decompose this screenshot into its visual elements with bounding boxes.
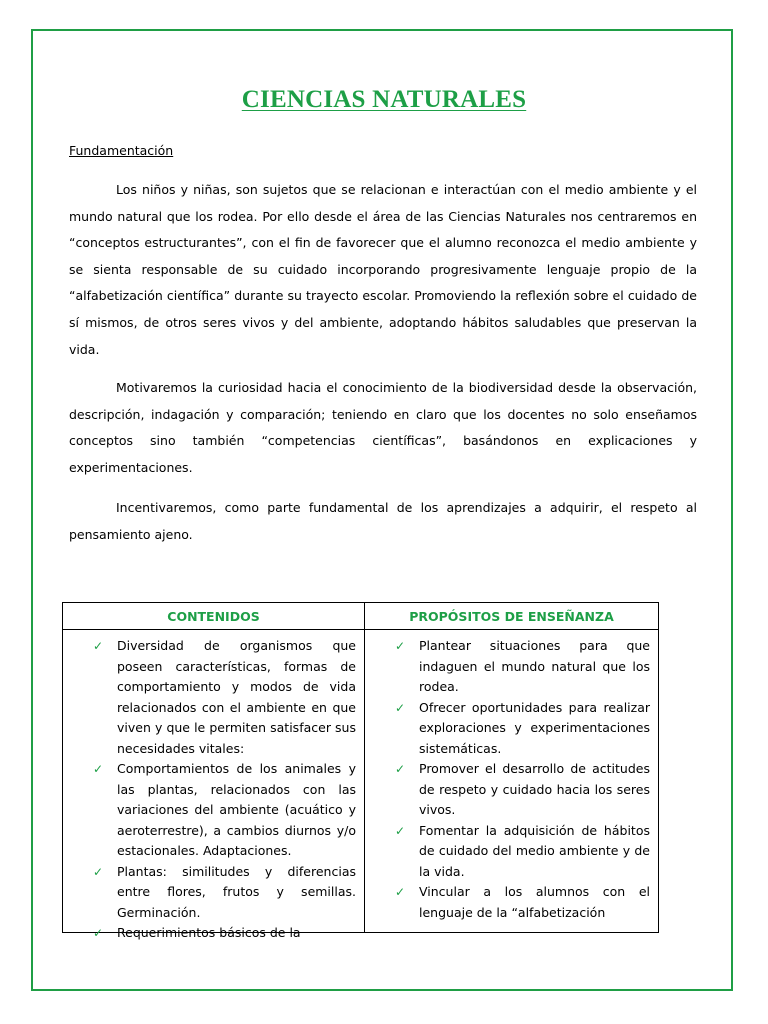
list-item: ✓ Promover el desarrollo de actitudes de respeto y cuidado hacia los seres vivos.	[395, 761, 650, 817]
check-icon: ✓	[395, 823, 406, 838]
check-icon: ✓	[395, 885, 406, 899]
contenidos-list	[63, 630, 364, 944]
paragraph-3: Incentivaremos, como parte fundamental de los aprendizajes a adquirir, el respeto al pensamiento ajeno.	[69, 500, 697, 542]
document-title: CIENCIAS NATURALES	[241, 86, 527, 113]
section-heading: Fundamentación	[69, 143, 174, 158]
paragraph-2: Motivaremos la curiosidad hacia el conocimiento de la biodiversidad desde la observación, descripción, indagación y comparación; teniendo en claro que los docentes no solo enseñamos conceptos sino también “competencias científicas”, basándonos en explicaciones y experimentaciones.	[69, 380, 697, 475]
list-item: ✓ Fomentar la adquisición de hábitos de cuidado del medio ambiente y de la vida.	[395, 822, 650, 879]
table-body-row	[63, 630, 659, 933]
check-icon: ✓	[395, 762, 406, 776]
content-table	[62, 602, 659, 940]
list-item: ✓ Plantear situaciones para que indaguen el mundo natural que los rodea.	[395, 638, 650, 694]
list-item: ✓ Requerimientos básicos de la	[63, 923, 356, 944]
header-propositos: PROPÓSITOS DE ENSEÑANZA	[365, 603, 659, 630]
list-item: ✓ Comportamientos de los animales y las plantas, relacionados con las variaciones del ambiente (acuático y aeroterrestre), a cambios diurnos y/o estacionales. Adaptaciones.	[93, 761, 356, 858]
check-icon: ✓	[395, 639, 406, 653]
check-icon: ✓	[93, 864, 104, 879]
propositos-list	[365, 630, 658, 923]
list-item: ✓ Vincular a los alumnos con el lenguaje de la “alfabetización	[395, 884, 650, 920]
list-item: ✓ Diversidad de organismos que poseen características, formas de comportamiento y modos de vida relacionados con el ambiente en que viven y que le permiten satisfacer sus necesidades vitales:	[93, 638, 356, 756]
check-icon: ✓	[93, 762, 104, 776]
header-contenidos: CONTENIDOS	[63, 603, 365, 630]
propositos-cell	[365, 630, 659, 933]
list-item: ✓ Plantas: similitudes y diferencias entre flores, frutos y semillas. Germinación.	[93, 863, 356, 920]
contenidos-cell	[63, 630, 365, 940]
check-icon: ✓	[93, 639, 104, 653]
check-icon: ✓	[93, 926, 104, 940]
list-item: ✓ Ofrecer oportunidades para realizar exploraciones y experimentaciones sistemáticas.	[395, 699, 650, 756]
table-header-row	[63, 603, 659, 630]
paragraph-1: Los niños y niñas, son sujetos que se relacionan e interactúan con el medio ambiente y el mundo natural que los rodea. Por ello desde el área de las Ciencias Naturales nos centraremos en “conceptos estructurantes”, con el fin de favorecer que el alumno reconozca el medio ambiente y se sienta responsable de su cuidado incorporando progresivamente lenguaje propio de la “alfabetización científica” durante su trayecto escolar. Promoviendo la reflexión sobre el cuidado de sí mismos, de otros seres vivos y del ambiente, adoptando hábitos saludables que preservan la vida.	[69, 182, 697, 357]
check-icon: ✓	[395, 700, 406, 715]
